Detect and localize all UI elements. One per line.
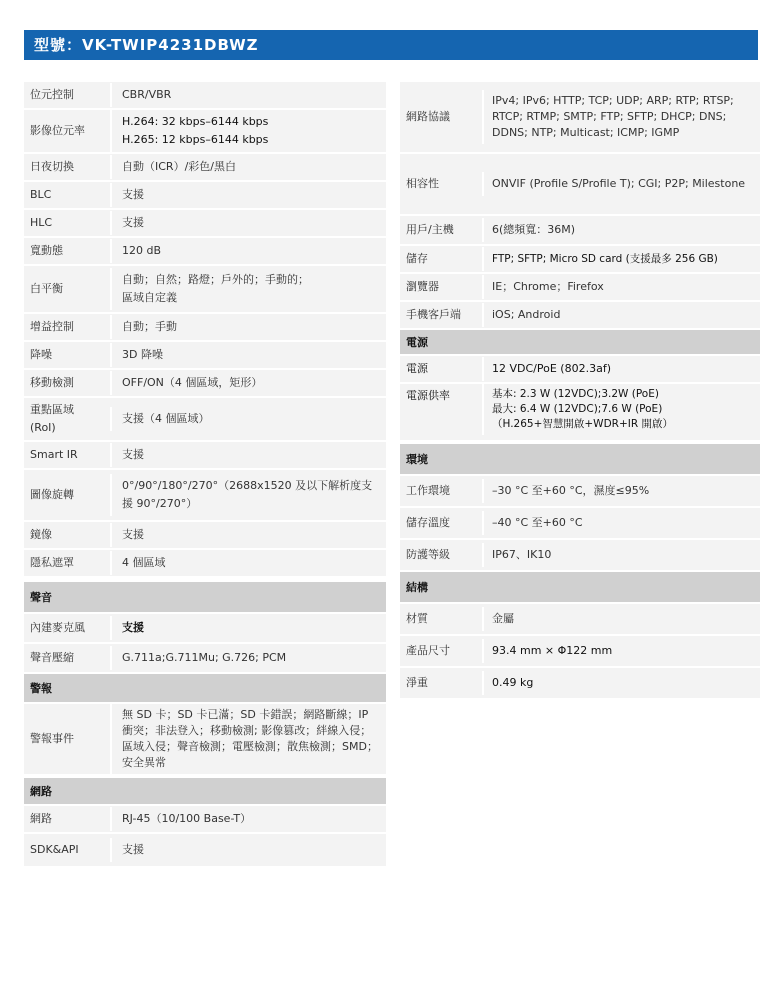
spec-value: 支援 <box>110 211 386 235</box>
spec-value: 0.49 kg <box>482 671 760 695</box>
spec-row <box>24 82 386 108</box>
spec-key: HLC <box>30 216 53 229</box>
spec-row <box>24 834 386 866</box>
spec-row <box>24 442 386 468</box>
spec-key: 儲存溫度 <box>406 516 450 529</box>
spec-key: 內建麥克風 <box>30 621 85 634</box>
spec-value: ONVIF (Profile S/Profile T); CGI; P2P; Milestone <box>482 172 760 196</box>
spec-value: IPv4; IPv6; HTTP; TCP; UDP; ARP; RTP; RTSP; RTCP; RTMP; SMTP; FTP; SFTP; DHCP; DNS; DDNS; NTP; Multicast; ICMP; IGMP <box>482 90 760 144</box>
spec-key: 隱私遮罩 <box>30 556 74 569</box>
spec-row <box>24 110 386 152</box>
spec-value: –30 °C 至+60 °C，濕度≤95% <box>482 479 760 503</box>
spec-row <box>24 370 386 396</box>
spec-key: 警報事件 <box>30 732 74 745</box>
spec-value: 基本: 2.3 W (12VDC);3.2W (PoE) 最大: 6.4 W (12VDC);7.6 W (PoE) （H.265+智慧開啟+WDR+IR 開啟） <box>482 384 760 435</box>
spec-value: 0°/90°/180°/270°（2688x1520 及以下解析度支援 90°/270°） <box>110 474 386 516</box>
spec-row <box>400 476 760 506</box>
spec-key: 重點區域 (RoI) <box>30 403 74 434</box>
spec-key: 工作環境 <box>406 484 450 497</box>
spec-value: 3D 降噪 <box>110 343 386 367</box>
spec-value: FTP; SFTP; Micro SD card (支援最多 256 GB) <box>482 247 760 271</box>
spec-value: 支援 <box>110 443 386 467</box>
spec-key: 相容性 <box>406 177 439 190</box>
spec-key: Smart IR <box>30 448 78 461</box>
spec-key: 影像位元率 <box>30 124 85 137</box>
spec-value: 自動；自然；路燈；戶外的；手動的； 區域自定義 <box>110 268 386 310</box>
spec-value: 支援 <box>110 183 386 207</box>
spec-row <box>400 274 760 300</box>
spec-value: 支援（4 個區域） <box>110 407 386 431</box>
section-heading-power: 電源 <box>400 330 760 354</box>
spec-value: 93.4 mm × Φ122 mm <box>482 639 760 663</box>
spec-row <box>24 398 386 440</box>
spec-key: 降噪 <box>30 348 52 361</box>
spec-key: 電源 <box>406 362 428 375</box>
spec-value: 6(總頻寬：36M) <box>482 218 760 242</box>
spec-key: 移動檢測 <box>30 376 74 389</box>
spec-value: H.264: 32 kbps–6144 kbps H.265: 12 kbps–6144 kbps <box>110 110 386 152</box>
spec-row <box>24 314 386 340</box>
spec-key: 材質 <box>406 612 428 625</box>
spec-row <box>400 540 760 570</box>
spec-row <box>24 704 386 774</box>
spec-value: IP67、IK10 <box>482 543 760 567</box>
spec-row <box>400 384 760 440</box>
spec-value: –40 °C 至+60 °C <box>482 511 760 535</box>
spec-key: 圖像旋轉 <box>30 488 74 501</box>
spec-column-right <box>400 82 760 700</box>
spec-row <box>400 246 760 272</box>
spec-row <box>24 266 386 312</box>
section-heading-structure: 結構 <box>400 572 760 602</box>
spec-key: 日夜切換 <box>30 160 74 173</box>
spec-row <box>24 470 386 520</box>
spec-key: BLC <box>30 188 52 201</box>
spec-key: 寬動態 <box>30 244 63 257</box>
model-header-bar <box>24 30 758 60</box>
spec-value: 120 dB <box>110 239 386 263</box>
spec-row <box>400 356 760 382</box>
spec-row <box>24 182 386 208</box>
spec-key: 防護等級 <box>406 548 450 561</box>
spec-value: 無 SD 卡；SD 卡已滿；SD 卡錯誤；網路斷線；IP 衝突；非法登入；移動檢測; 影像篡改；絆線入侵；區域入侵；聲音檢測；電壓檢測；散焦檢測；SMD；安全異常 <box>110 704 386 774</box>
spec-value: OFF/ON（4 個區域，矩形） <box>110 371 386 395</box>
spec-row <box>400 636 760 666</box>
spec-value: CBR/VBR <box>110 83 386 107</box>
spec-value: 12 VDC/PoE (802.3af) <box>482 357 760 381</box>
spec-key: 淨重 <box>406 676 428 689</box>
model-title: 型號：VK-TWIP4231DBWZ <box>34 36 259 54</box>
spec-value: 4 個區域 <box>110 551 386 575</box>
spec-key: 聲音壓縮 <box>30 651 74 664</box>
spec-column-left <box>24 82 386 868</box>
spec-row <box>400 82 760 152</box>
spec-key: 增益控制 <box>30 320 74 333</box>
section-heading-network: 網路 <box>24 778 386 804</box>
spec-row <box>24 550 386 576</box>
spec-key: 電源供率 <box>406 389 450 402</box>
spec-value: 支援 <box>110 523 386 547</box>
spec-key: 瀏覽器 <box>406 280 439 293</box>
spec-value: 自動；手動 <box>110 315 386 339</box>
section-heading-environment: 環境 <box>400 444 760 474</box>
spec-key: 白平衡 <box>30 282 63 295</box>
spec-row <box>400 154 760 214</box>
spec-key: 手機客戶端 <box>406 308 461 321</box>
spec-row <box>24 210 386 236</box>
section-heading-alarm: 警報 <box>24 674 386 702</box>
spec-key: 位元控制 <box>30 88 74 101</box>
spec-value: iOS; Android <box>482 303 760 327</box>
spec-key: SDK&API <box>30 843 79 856</box>
spec-value: 支援 <box>110 616 386 640</box>
spec-value: IE；Chrome；Firefox <box>482 275 760 299</box>
spec-row <box>24 644 386 672</box>
spec-row <box>24 522 386 548</box>
spec-row <box>24 154 386 180</box>
spec-value: 自動（ICR）/彩色/黑白 <box>110 155 386 179</box>
spec-value: G.711a;G.711Mu; G.726; PCM <box>110 646 386 670</box>
spec-row <box>400 604 760 634</box>
spec-key: 儲存 <box>406 252 428 265</box>
spec-row <box>400 302 760 328</box>
spec-key: 產品尺寸 <box>406 644 450 657</box>
spec-key: 鏡像 <box>30 528 52 541</box>
spec-row <box>400 216 760 244</box>
spec-key: 用戶/主機 <box>406 223 454 236</box>
spec-row <box>400 508 760 538</box>
spec-row <box>24 806 386 832</box>
spec-value: 支援 <box>110 838 386 862</box>
spec-value: 金屬 <box>482 607 760 631</box>
spec-value: RJ-45（10/100 Base-T） <box>110 807 386 831</box>
spec-row <box>24 614 386 642</box>
spec-key: 網路協議 <box>406 110 450 123</box>
spec-row <box>400 668 760 698</box>
section-heading-audio: 聲音 <box>24 582 386 612</box>
spec-row <box>24 238 386 264</box>
spec-row <box>24 342 386 368</box>
spec-key: 網路 <box>30 812 52 825</box>
